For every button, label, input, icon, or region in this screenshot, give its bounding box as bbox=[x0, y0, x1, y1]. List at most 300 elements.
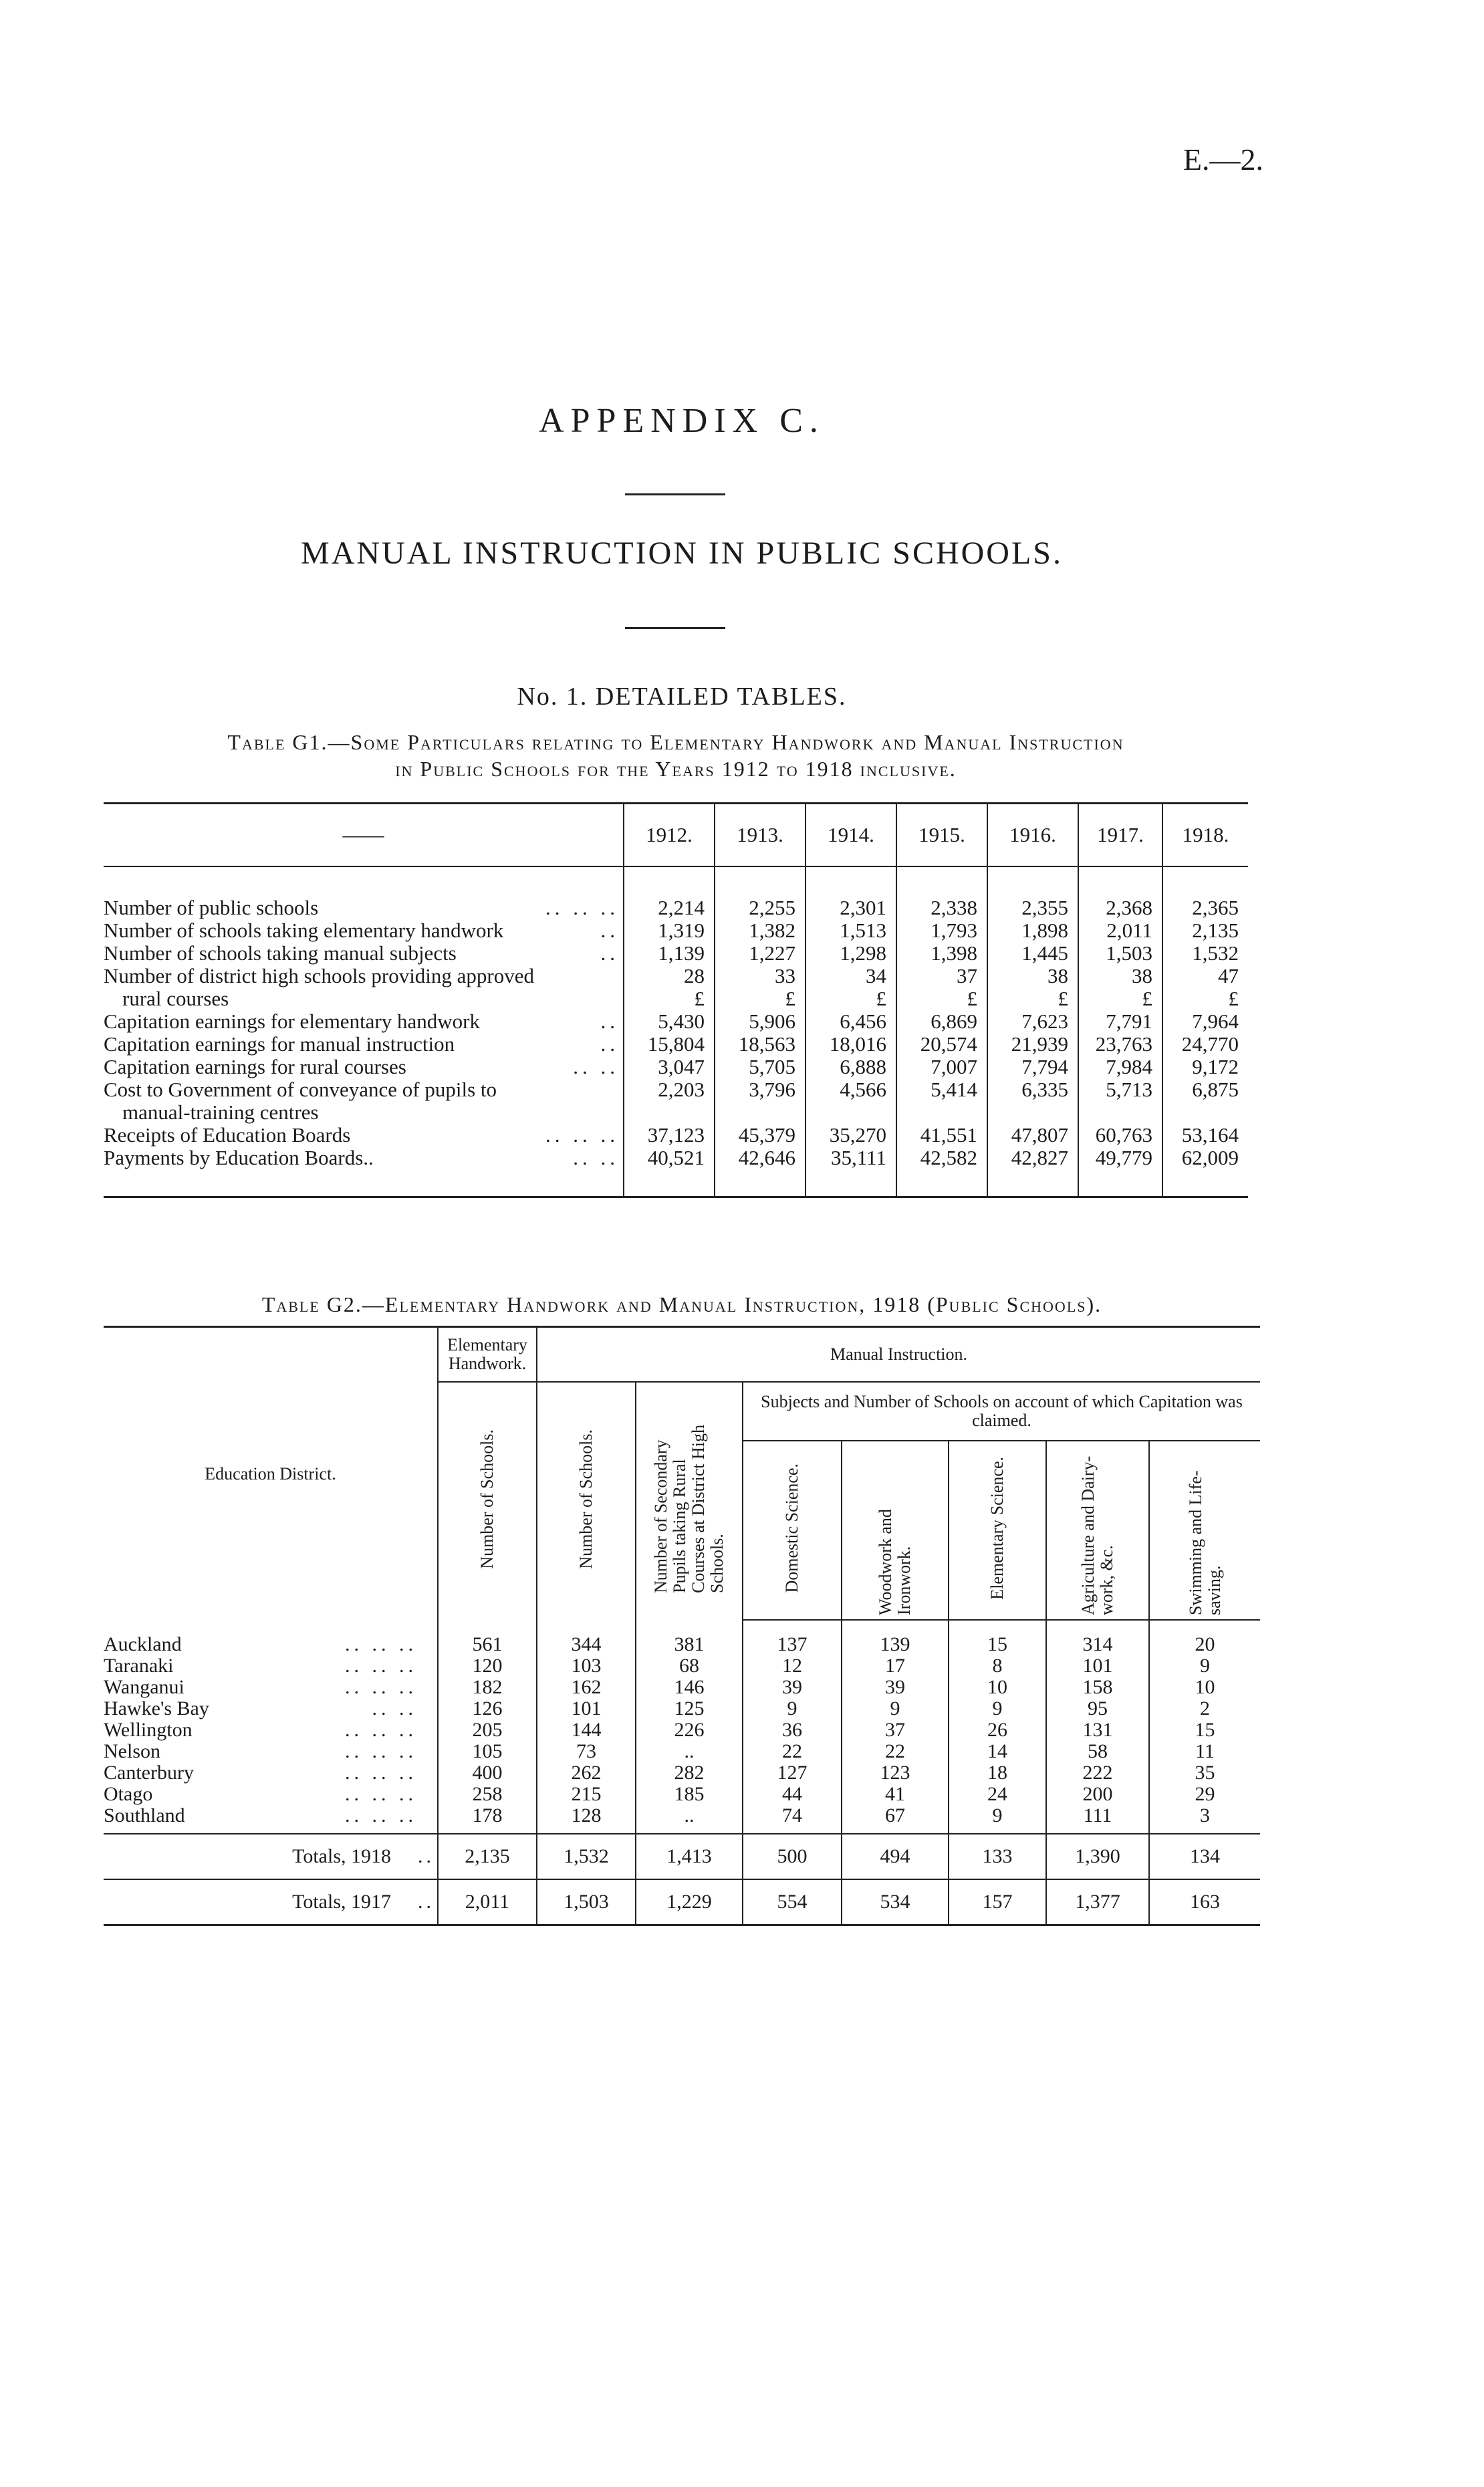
value-cell: 5,430 bbox=[624, 1010, 715, 1033]
header-elementary-science: Elementary Science. bbox=[987, 1457, 1007, 1600]
divider bbox=[625, 627, 725, 629]
header-swimming: Swimming and Life-saving. bbox=[1185, 1470, 1224, 1615]
value-cell: 2,365 bbox=[1162, 897, 1248, 919]
row-label: manual-training centres bbox=[122, 1100, 319, 1124]
value-cell: 101 bbox=[1046, 1655, 1149, 1677]
table-row bbox=[104, 1741, 1260, 1762]
value-cell: 38 bbox=[987, 965, 1078, 987]
spacer-cell bbox=[842, 1620, 949, 1634]
value-cell: 15 bbox=[1149, 1720, 1260, 1741]
value-cell: 5,414 bbox=[896, 1078, 987, 1101]
value-cell: 18,016 bbox=[806, 1033, 896, 1056]
value-cell: 73 bbox=[537, 1741, 636, 1762]
leader-dots: .. .. .. bbox=[345, 1719, 417, 1741]
value-cell: 28 bbox=[624, 965, 715, 987]
spacer-cell bbox=[743, 1620, 842, 1634]
value-cell: .. bbox=[636, 1741, 743, 1762]
leader-dots: .. .. bbox=[372, 1697, 417, 1720]
value-cell: 144 bbox=[537, 1720, 636, 1741]
spacer-cell bbox=[1149, 1620, 1260, 1634]
value-cell bbox=[806, 1101, 896, 1124]
value-cell: 9 bbox=[1149, 1655, 1260, 1677]
table-row bbox=[104, 1655, 1260, 1677]
header-woodwork: Woodwork and Ironwork. bbox=[876, 1509, 914, 1615]
value-cell: 314 bbox=[1046, 1634, 1149, 1655]
value-cell: 58 bbox=[1046, 1741, 1149, 1762]
value-cell: 22 bbox=[743, 1741, 842, 1762]
table-row bbox=[104, 1634, 1260, 1655]
row-label-cell bbox=[104, 1056, 624, 1078]
value-cell: 258 bbox=[438, 1784, 537, 1805]
value-cell: 105 bbox=[438, 1741, 537, 1762]
value-cell: 7,623 bbox=[987, 1010, 1078, 1033]
value-cell: 9,172 bbox=[1162, 1056, 1248, 1078]
spacer-cell bbox=[104, 1620, 438, 1634]
leader-dots: .. .. bbox=[573, 1146, 619, 1169]
value-cell: 4,566 bbox=[806, 1078, 896, 1101]
total-value-cell: 157 bbox=[949, 1879, 1046, 1925]
spacer-cell bbox=[438, 1620, 537, 1634]
value-cell: 53,164 bbox=[1162, 1124, 1248, 1147]
table-row bbox=[104, 1720, 1260, 1741]
header-blank: —— bbox=[104, 804, 624, 867]
table-row bbox=[104, 965, 1248, 987]
value-cell: 7,007 bbox=[896, 1056, 987, 1078]
value-cell: 60,763 bbox=[1078, 1124, 1162, 1147]
value-cell: £ bbox=[987, 987, 1078, 1010]
header-secondary-pupils: Number of Secondary Pupils taking Rural Courses at District High Schools. bbox=[651, 1424, 727, 1593]
divider bbox=[625, 493, 725, 495]
value-cell: 24,770 bbox=[1162, 1033, 1248, 1056]
header-year: 1916. bbox=[987, 804, 1078, 867]
value-cell: 2 bbox=[1149, 1698, 1260, 1720]
leader-dots: .. bbox=[600, 919, 619, 942]
row-label: Payments by Education Boards.. bbox=[104, 1146, 374, 1169]
value-cell: 2,135 bbox=[1162, 919, 1248, 942]
value-cell: 18 bbox=[949, 1762, 1046, 1784]
value-cell: 1,793 bbox=[896, 919, 987, 942]
value-cell: £ bbox=[896, 987, 987, 1010]
value-cell: 5,705 bbox=[715, 1056, 806, 1078]
leader-dots: .. .. bbox=[573, 1055, 619, 1078]
row-label: Number of schools taking elementary handwork bbox=[104, 919, 504, 942]
value-cell: 21,939 bbox=[987, 1033, 1078, 1056]
value-cell: 1,227 bbox=[715, 942, 806, 965]
value-cell: 41 bbox=[842, 1784, 949, 1805]
value-cell: 74 bbox=[743, 1805, 842, 1834]
value-cell: 18,563 bbox=[715, 1033, 806, 1056]
value-cell: 41,551 bbox=[896, 1124, 987, 1147]
spacer-cell bbox=[636, 1620, 743, 1634]
district-cell bbox=[104, 1698, 438, 1720]
table-row bbox=[104, 942, 1248, 965]
table-row bbox=[104, 1124, 1248, 1147]
table-row bbox=[104, 1078, 1248, 1101]
district-name: Wellington bbox=[104, 1719, 193, 1741]
header-elementary-handwork: Elementary Handwork. bbox=[438, 1327, 537, 1383]
value-cell: 10 bbox=[1149, 1677, 1260, 1698]
table-row bbox=[104, 1805, 1260, 1834]
value-cell: 49,779 bbox=[1078, 1147, 1162, 1197]
header-year: 1914. bbox=[806, 804, 896, 867]
value-cell: 8 bbox=[949, 1655, 1046, 1677]
row-label-cell bbox=[104, 1101, 624, 1124]
district-name: Hawke's Bay bbox=[104, 1697, 209, 1720]
row-label: Capitation earnings for elementary handwork bbox=[104, 1010, 480, 1033]
row-label-cell bbox=[104, 987, 624, 1010]
value-cell: 39 bbox=[743, 1677, 842, 1698]
total-value-cell: 534 bbox=[842, 1879, 949, 1925]
value-cell: 381 bbox=[636, 1634, 743, 1655]
value-cell: 6,456 bbox=[806, 1010, 896, 1033]
value-cell: 200 bbox=[1046, 1784, 1149, 1805]
value-cell: 6,869 bbox=[896, 1010, 987, 1033]
value-cell: 561 bbox=[438, 1634, 537, 1655]
value-cell: 47 bbox=[1162, 965, 1248, 987]
value-cell: 6,888 bbox=[806, 1056, 896, 1078]
table-row bbox=[104, 897, 1248, 919]
row-label: Receipts of Education Boards bbox=[104, 1123, 351, 1147]
table-row bbox=[104, 1784, 1260, 1805]
value-cell: 185 bbox=[636, 1784, 743, 1805]
value-cell: 127 bbox=[743, 1762, 842, 1784]
value-cell: 2,011 bbox=[1078, 919, 1162, 942]
value-cell: 3,047 bbox=[624, 1056, 715, 1078]
leader-dots: .. bbox=[600, 1032, 619, 1056]
value-cell: 11 bbox=[1149, 1741, 1260, 1762]
table-g1-caption: Table G1.—Some Particulars relating to Elementary Handwork and Manual Instruction bbox=[227, 730, 1124, 754]
leader-dots: .. .. .. bbox=[545, 1123, 619, 1147]
leader-dots: .. bbox=[418, 1845, 435, 1867]
value-cell: 33 bbox=[715, 965, 806, 987]
value-cell: 3 bbox=[1149, 1805, 1260, 1834]
value-cell: 1,532 bbox=[1162, 942, 1248, 965]
row-label-cell bbox=[104, 897, 624, 919]
table-row bbox=[104, 1101, 1248, 1124]
value-cell: £ bbox=[806, 987, 896, 1010]
totals-row bbox=[104, 1834, 1260, 1879]
value-cell: £ bbox=[1162, 987, 1248, 1010]
value-cell: 6,875 bbox=[1162, 1078, 1248, 1101]
value-cell: 29 bbox=[1149, 1784, 1260, 1805]
header-subjects-group: Subjects and Number of Schools on account of which Capitation was claimed. bbox=[743, 1382, 1260, 1441]
totals-label-cell bbox=[104, 1834, 438, 1879]
value-cell: 126 bbox=[438, 1698, 537, 1720]
value-cell: 7,984 bbox=[1078, 1056, 1162, 1078]
header-education-district: Education District. bbox=[104, 1327, 438, 1621]
header-manual-instruction: Manual Instruction. bbox=[537, 1327, 1260, 1383]
table-row bbox=[104, 1698, 1260, 1720]
value-cell: 205 bbox=[438, 1720, 537, 1741]
section-title: MANUAL INSTRUCTION IN PUBLIC SCHOOLS. bbox=[301, 536, 1063, 571]
district-cell bbox=[104, 1784, 438, 1805]
value-cell: 7,791 bbox=[1078, 1010, 1162, 1033]
value-cell: 37,123 bbox=[624, 1124, 715, 1147]
value-cell: 35 bbox=[1149, 1762, 1260, 1784]
header-eh-number-of-schools: Number of Schools. bbox=[477, 1429, 497, 1569]
value-cell: 262 bbox=[537, 1762, 636, 1784]
header-year: 1917. bbox=[1078, 804, 1162, 867]
totals-row bbox=[104, 1879, 1260, 1925]
total-value-cell: 2,135 bbox=[438, 1834, 537, 1879]
value-cell: 139 bbox=[842, 1634, 949, 1655]
table-row bbox=[104, 1147, 1248, 1197]
value-cell bbox=[624, 1101, 715, 1124]
total-value-cell: 1,532 bbox=[537, 1834, 636, 1879]
total-value-cell: 494 bbox=[842, 1834, 949, 1879]
value-cell: 2,338 bbox=[896, 897, 987, 919]
value-cell: 2,255 bbox=[715, 897, 806, 919]
totals-label: Totals, 1918 bbox=[292, 1845, 391, 1867]
header-year: 1915. bbox=[896, 804, 987, 867]
value-cell: 34 bbox=[806, 965, 896, 987]
header-year: 1918. bbox=[1162, 804, 1248, 867]
table-g2 bbox=[104, 1326, 1260, 1926]
total-value-cell: 133 bbox=[949, 1834, 1046, 1879]
value-cell bbox=[987, 1101, 1078, 1124]
value-cell: 42,827 bbox=[987, 1147, 1078, 1197]
value-cell: 20,574 bbox=[896, 1033, 987, 1056]
value-cell: 9 bbox=[949, 1698, 1046, 1720]
totals-label-cell bbox=[104, 1879, 438, 1925]
value-cell: 282 bbox=[636, 1762, 743, 1784]
value-cell: 1,503 bbox=[1078, 942, 1162, 965]
value-cell: 38 bbox=[1078, 965, 1162, 987]
table-row bbox=[104, 987, 1248, 1010]
table-g1-caption-line2: in Public Schools for the Years 1912 to 1918 inclusive. bbox=[395, 757, 957, 781]
district-cell bbox=[104, 1741, 438, 1762]
table-g2-caption: Table G2.—Elementary Handwork and Manual Instruction, 1918 (Public Schools). bbox=[261, 1292, 1102, 1316]
value-cell: 1,445 bbox=[987, 942, 1078, 965]
spacer-cell bbox=[537, 1620, 636, 1634]
table-header-row bbox=[104, 804, 1248, 867]
row-label-cell bbox=[104, 1124, 624, 1147]
value-cell bbox=[715, 1101, 806, 1124]
value-cell: 1,319 bbox=[624, 919, 715, 942]
value-cell: £ bbox=[1078, 987, 1162, 1010]
value-cell: 178 bbox=[438, 1805, 537, 1834]
value-cell: 9 bbox=[842, 1698, 949, 1720]
appendix-title: APPENDIX C. bbox=[539, 402, 825, 440]
value-cell: 2,203 bbox=[624, 1078, 715, 1101]
value-cell: 44 bbox=[743, 1784, 842, 1805]
value-cell: 120 bbox=[438, 1655, 537, 1677]
total-value-cell: 134 bbox=[1149, 1834, 1260, 1879]
value-cell: 47,807 bbox=[987, 1124, 1078, 1147]
value-cell: 15 bbox=[949, 1634, 1046, 1655]
value-cell: 40,521 bbox=[624, 1147, 715, 1197]
value-cell: 1,139 bbox=[624, 942, 715, 965]
leader-dots: .. bbox=[600, 941, 619, 965]
value-cell: 1,382 bbox=[715, 919, 806, 942]
value-cell bbox=[896, 1101, 987, 1124]
row-label: Capitation earnings for manual instruction bbox=[104, 1032, 455, 1056]
row-label: Cost to Government of conveyance of pupils to bbox=[104, 1078, 497, 1101]
district-name: Auckland bbox=[104, 1633, 182, 1655]
value-cell: 45,379 bbox=[715, 1124, 806, 1147]
district-name: Wanganui bbox=[104, 1676, 184, 1698]
value-cell: 14 bbox=[949, 1741, 1046, 1762]
table-g1 bbox=[104, 802, 1248, 1198]
value-cell: 35,111 bbox=[806, 1147, 896, 1197]
total-value-cell: 2,011 bbox=[438, 1879, 537, 1925]
district-name: Canterbury bbox=[104, 1762, 194, 1784]
value-cell: 9 bbox=[949, 1805, 1046, 1834]
district-cell bbox=[104, 1805, 438, 1834]
district-cell bbox=[104, 1634, 438, 1655]
value-cell: £ bbox=[624, 987, 715, 1010]
value-cell: 1,513 bbox=[806, 919, 896, 942]
value-cell: 68 bbox=[636, 1655, 743, 1677]
leader-dots: .. .. .. bbox=[345, 1655, 417, 1677]
district-cell bbox=[104, 1762, 438, 1784]
header-domestic-science: Domestic Science. bbox=[782, 1463, 801, 1593]
row-label-cell bbox=[104, 942, 624, 965]
leader-dots: .. .. .. bbox=[345, 1676, 417, 1698]
subsection-title: No. 1. DETAILED TABLES. bbox=[517, 683, 847, 711]
leader-dots: .. bbox=[600, 1010, 619, 1033]
leader-dots: .. .. .. bbox=[345, 1740, 417, 1762]
value-cell: 111 bbox=[1046, 1805, 1149, 1834]
leader-dots: .. .. .. bbox=[345, 1762, 417, 1784]
table-row bbox=[104, 1033, 1248, 1056]
value-cell: 37 bbox=[842, 1720, 949, 1741]
total-value-cell: 1,229 bbox=[636, 1879, 743, 1925]
district-cell bbox=[104, 1677, 438, 1698]
value-cell: 37 bbox=[896, 965, 987, 987]
value-cell: 222 bbox=[1046, 1762, 1149, 1784]
value-cell: 10 bbox=[949, 1677, 1046, 1698]
value-cell: 24 bbox=[949, 1784, 1046, 1805]
value-cell: 7,964 bbox=[1162, 1010, 1248, 1033]
district-cell bbox=[104, 1720, 438, 1741]
value-cell: 215 bbox=[537, 1784, 636, 1805]
value-cell: 3,796 bbox=[715, 1078, 806, 1101]
total-value-cell: 1,377 bbox=[1046, 1879, 1149, 1925]
value-cell: 1,898 bbox=[987, 919, 1078, 942]
value-cell: 39 bbox=[842, 1677, 949, 1698]
row-label: Number of schools taking manual subjects bbox=[104, 941, 457, 965]
value-cell: 42,582 bbox=[896, 1147, 987, 1197]
value-cell: £ bbox=[715, 987, 806, 1010]
row-label-cell bbox=[104, 1078, 624, 1101]
value-cell: 162 bbox=[537, 1677, 636, 1698]
leader-dots: .. .. .. bbox=[545, 896, 619, 919]
value-cell: 35,270 bbox=[806, 1124, 896, 1147]
leader-dots: .. bbox=[418, 1891, 435, 1913]
header-agriculture: Agriculture and Dairy-work, &c. bbox=[1078, 1455, 1116, 1615]
table-row bbox=[104, 1762, 1260, 1784]
value-cell: 146 bbox=[636, 1677, 743, 1698]
value-cell: 2,355 bbox=[987, 897, 1078, 919]
value-cell: 62,009 bbox=[1162, 1147, 1248, 1197]
row-label: rural courses bbox=[122, 987, 229, 1010]
table-row bbox=[104, 1010, 1248, 1033]
value-cell: 5,713 bbox=[1078, 1078, 1162, 1101]
row-label-cell bbox=[104, 1033, 624, 1056]
value-cell: 9 bbox=[743, 1698, 842, 1720]
leader-dots: .. .. .. bbox=[345, 1783, 417, 1805]
value-cell: 23,763 bbox=[1078, 1033, 1162, 1056]
total-value-cell: 163 bbox=[1149, 1879, 1260, 1925]
header-year: 1912. bbox=[624, 804, 715, 867]
row-label-cell bbox=[104, 1147, 624, 1197]
value-cell: 5,906 bbox=[715, 1010, 806, 1033]
value-cell: 17 bbox=[842, 1655, 949, 1677]
header-year: 1913. bbox=[715, 804, 806, 867]
district-name: Otago bbox=[104, 1783, 153, 1805]
value-cell: 158 bbox=[1046, 1677, 1149, 1698]
spacer-cell bbox=[1046, 1620, 1149, 1634]
table-row bbox=[104, 1056, 1248, 1078]
value-cell: 2,301 bbox=[806, 897, 896, 919]
total-value-cell: 554 bbox=[743, 1879, 842, 1925]
district-cell bbox=[104, 1655, 438, 1677]
value-cell: 1,398 bbox=[896, 942, 987, 965]
value-cell: 226 bbox=[636, 1720, 743, 1741]
district-name: Nelson bbox=[104, 1740, 160, 1762]
value-cell bbox=[1078, 1101, 1162, 1124]
value-cell: 1,298 bbox=[806, 942, 896, 965]
value-cell: 2,214 bbox=[624, 897, 715, 919]
value-cell: 2,368 bbox=[1078, 897, 1162, 919]
leader-dots: .. .. .. bbox=[345, 1633, 417, 1655]
value-cell: 12 bbox=[743, 1655, 842, 1677]
spacer-cell bbox=[949, 1620, 1046, 1634]
value-cell: 26 bbox=[949, 1720, 1046, 1741]
value-cell: 344 bbox=[537, 1634, 636, 1655]
value-cell: 36 bbox=[743, 1720, 842, 1741]
value-cell bbox=[1162, 1101, 1248, 1124]
table-row bbox=[104, 1677, 1260, 1698]
header-mi-number-of-schools: Number of Schools. bbox=[576, 1429, 596, 1569]
value-cell: 20 bbox=[1149, 1634, 1260, 1655]
spacer-row bbox=[104, 1620, 1260, 1634]
row-label: Capitation earnings for rural courses bbox=[104, 1055, 406, 1078]
value-cell: 101 bbox=[537, 1698, 636, 1720]
total-value-cell: 500 bbox=[743, 1834, 842, 1879]
totals-label: Totals, 1917 bbox=[292, 1891, 391, 1913]
table-row bbox=[104, 919, 1248, 942]
value-cell: 131 bbox=[1046, 1720, 1149, 1741]
total-value-cell: 1,413 bbox=[636, 1834, 743, 1879]
district-name: Taranaki bbox=[104, 1655, 174, 1677]
value-cell: 7,794 bbox=[987, 1056, 1078, 1078]
value-cell: 182 bbox=[438, 1677, 537, 1698]
row-label: Number of public schools bbox=[104, 896, 319, 919]
page-id: E.—2. bbox=[1183, 142, 1263, 176]
value-cell: 42,646 bbox=[715, 1147, 806, 1197]
row-label: Number of district high schools providing approved bbox=[104, 964, 535, 987]
row-label-cell bbox=[104, 965, 624, 987]
total-value-cell: 1,390 bbox=[1046, 1834, 1149, 1879]
row-label-cell bbox=[104, 919, 624, 942]
value-cell: 400 bbox=[438, 1762, 537, 1784]
value-cell: 123 bbox=[842, 1762, 949, 1784]
value-cell: 95 bbox=[1046, 1698, 1149, 1720]
total-value-cell: 1,503 bbox=[537, 1879, 636, 1925]
leader-dots: .. .. .. bbox=[345, 1804, 417, 1826]
district-name: Southland bbox=[104, 1804, 185, 1826]
value-cell: 125 bbox=[636, 1698, 743, 1720]
value-cell: .. bbox=[636, 1805, 743, 1834]
value-cell: 15,804 bbox=[624, 1033, 715, 1056]
row-label-cell bbox=[104, 1010, 624, 1033]
value-cell: 22 bbox=[842, 1741, 949, 1762]
value-cell: 128 bbox=[537, 1805, 636, 1834]
value-cell: 67 bbox=[842, 1805, 949, 1834]
value-cell: 137 bbox=[743, 1634, 842, 1655]
